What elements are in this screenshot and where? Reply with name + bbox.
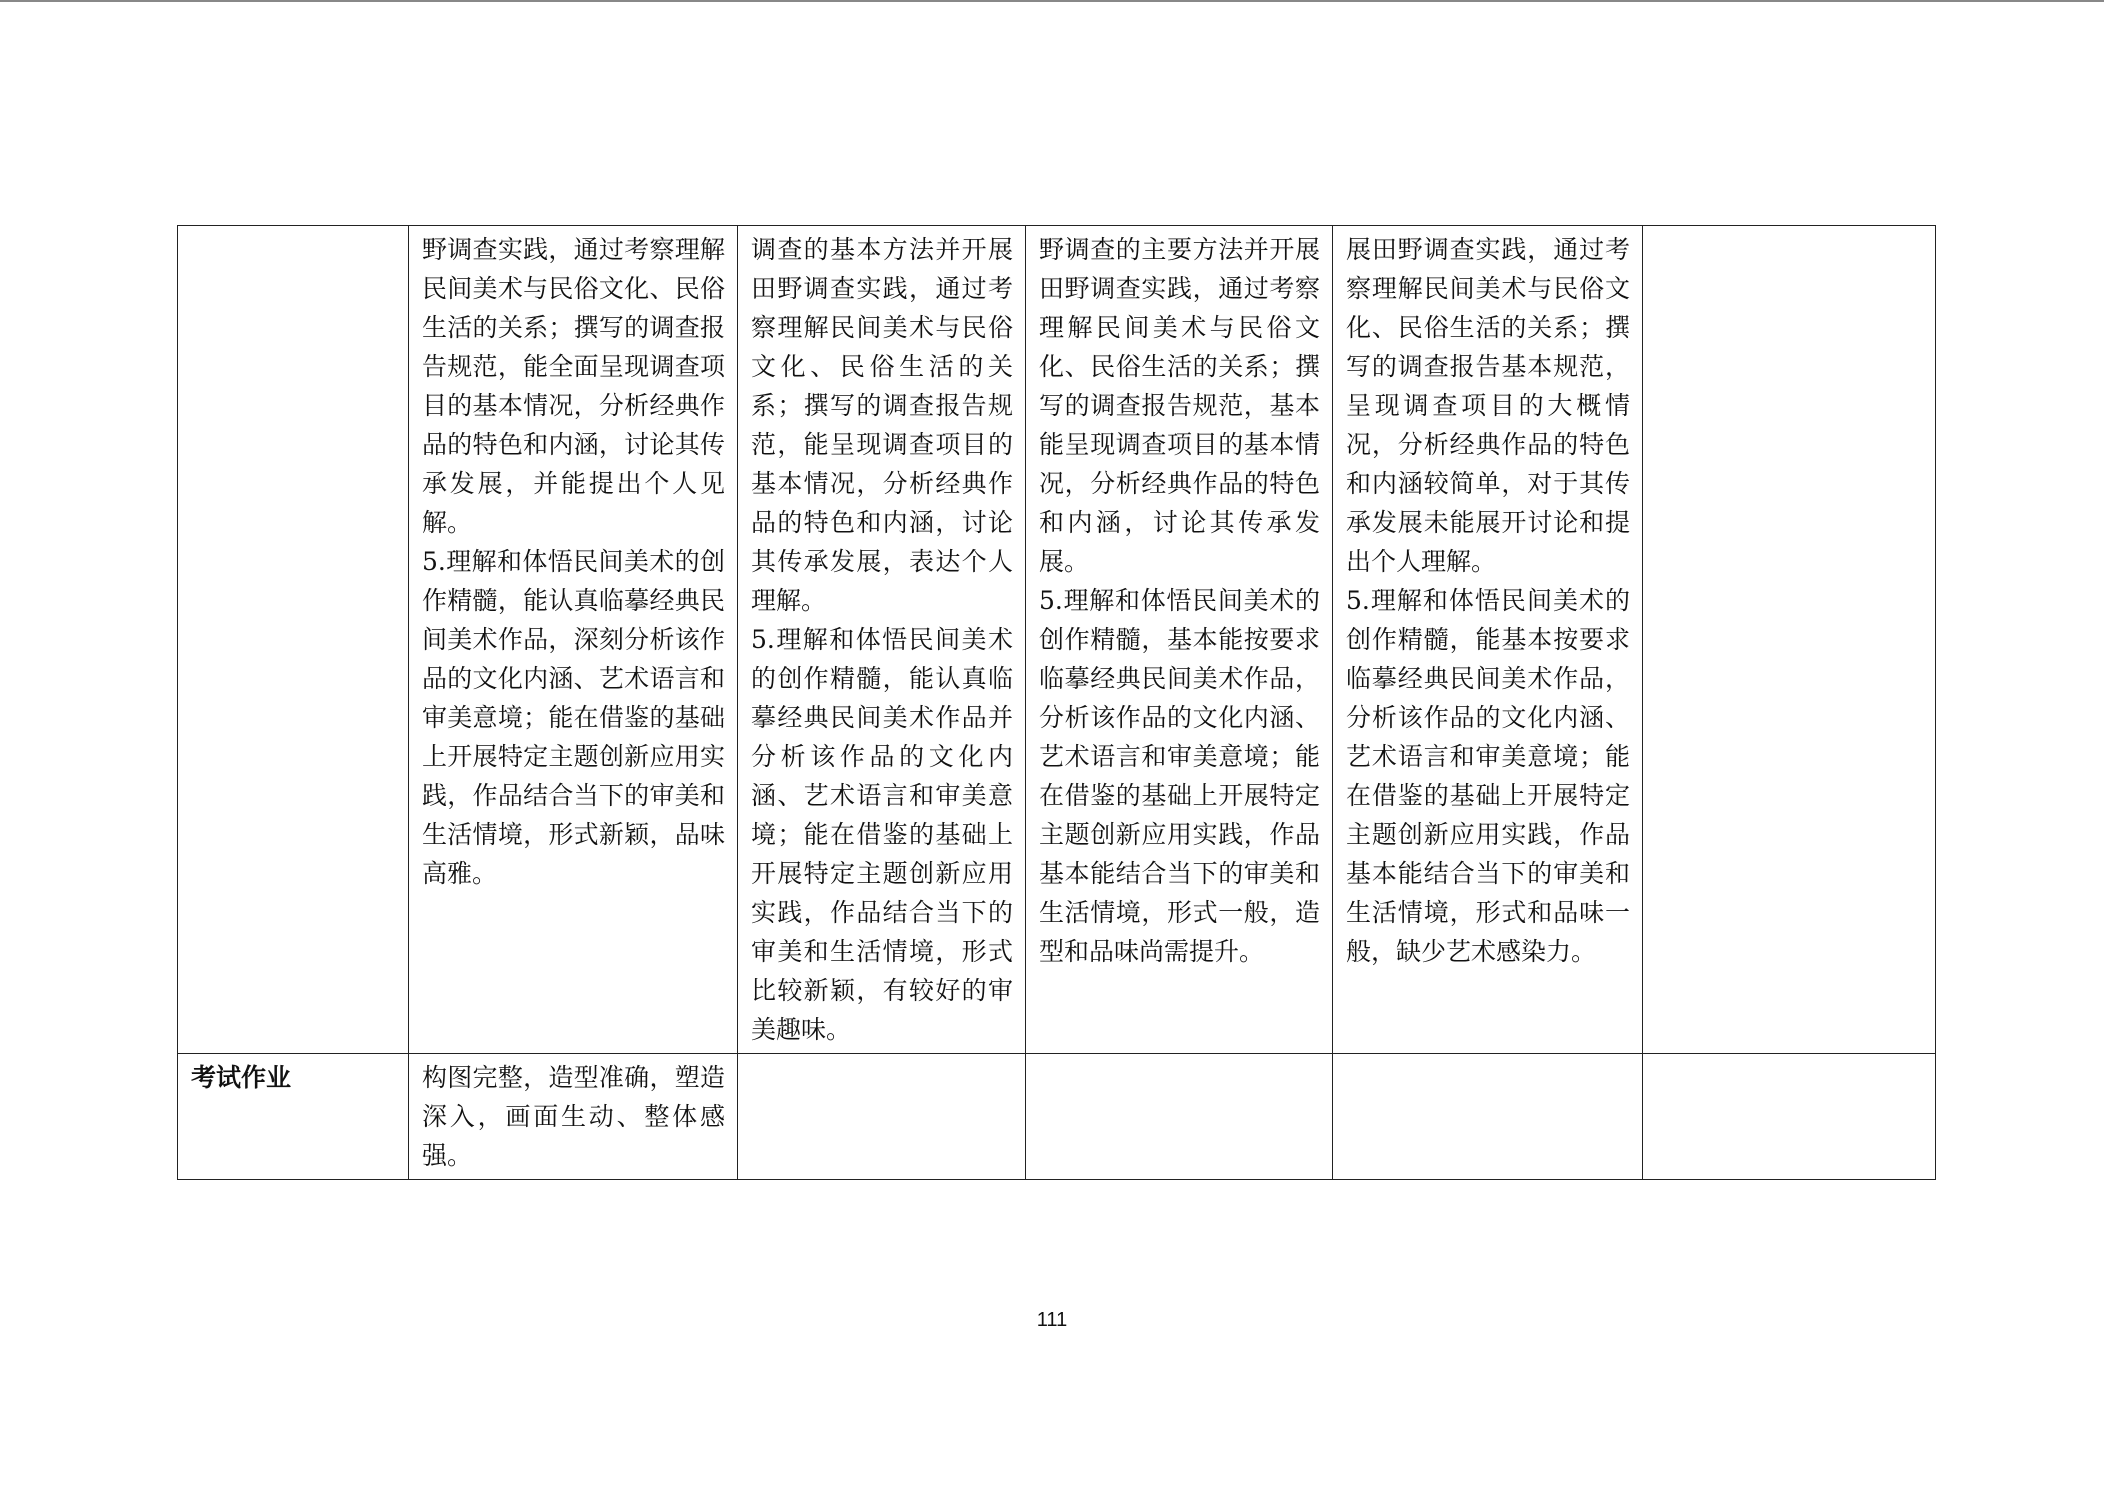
exam-cell-fair — [1026, 1054, 1333, 1180]
table-row-exam-assignment — [178, 1054, 1936, 1180]
table-row-criteria-continued — [178, 226, 1936, 1054]
page-number: 111 — [1036, 1309, 1068, 1331]
criteria-cell-fail — [1643, 226, 1936, 1054]
rubric-table — [177, 225, 1936, 1180]
page-top-border — [0, 0, 2104, 2]
criteria-cell-fair: 野调查的主要方法并开展田野调查实践，通过考察理解民间美术与民俗文化、民俗生活的关系；撰写的调查报告规范，基本能呈现调查项目的基本情况，分析经典作品的特色和内涵，讨论其传承发展。 5.理解和体悟民间美术的创作精髓，基本能按要求临摹经典民间美术作品，分析该作品的文化内涵、艺术语言和审美意境；能在借鉴的基础上开展特定主题创新应用实践，作品基本能结合当下的审美和生活情境，形式一般，造型和品味尚需提升。 — [1026, 226, 1333, 1054]
criteria-cell-excellent: 野调查实践，通过考察理解民间美术与民俗文化、民俗生活的关系；撰写的调查报告规范，能全面呈现调查项目的基本情况，分析经典作品的特色和内涵，讨论其传承发展，并能提出个人见解。 5.理解和体悟民间美术的创作精髓，能认真临摹经典民间美术作品，深刻分析该作品的文化内涵、艺术语言和审美意境；能在借鉴的基础上开展特定主题创新应用实践，作品结合当下的审美和生活情境，形式新颖，品味高雅。 — [409, 226, 738, 1054]
criteria-cell-good: 调查的基本方法并开展田野调查实践，通过考察理解民间美术与民俗文化、民俗生活的关系；撰写的调查报告规范，能呈现调查项目的基本情况，分析经典作品的特色和内涵，讨论其传承发展，表达个人理解。 5.理解和体悟民间美术的创作精髓，能认真临摹经典民间美术作品并分析该作品的文化内涵、艺术语言和审美意境；能在借鉴的基础上开展特定主题创新应用实践，作品结合当下的审美和生活情境，形式比较新颖，有较好的审美趣味。 — [738, 226, 1026, 1054]
exam-cell-pass — [1333, 1054, 1643, 1180]
row-label-exam-assignment: 考试作业 — [178, 1054, 409, 1180]
criteria-cell-pass: 展田野调查实践，通过考察理解民间美术与民俗文化、民俗生活的关系；撰写的调查报告基本规范，呈现调查项目的大概情况，分析经典作品的特色和内涵较简单，对于其传承发展未能展开讨论和提出个人理解。 5.理解和体悟民间美术的创作精髓，能基本按要求临摹经典民间美术作品，分析该作品的文化内涵、艺术语言和审美意境；能在借鉴的基础上开展特定主题创新应用实践，作品基本能结合当下的审美和生活情境，形式和品味一般，缺少艺术感染力。 — [1333, 226, 1643, 1054]
row-label-empty — [178, 226, 409, 1054]
exam-cell-good — [738, 1054, 1026, 1180]
exam-cell-fail — [1643, 1054, 1936, 1180]
exam-cell-excellent: 构图完整，造型准确，塑造深入，画面生动、整体感强。 — [409, 1054, 738, 1180]
